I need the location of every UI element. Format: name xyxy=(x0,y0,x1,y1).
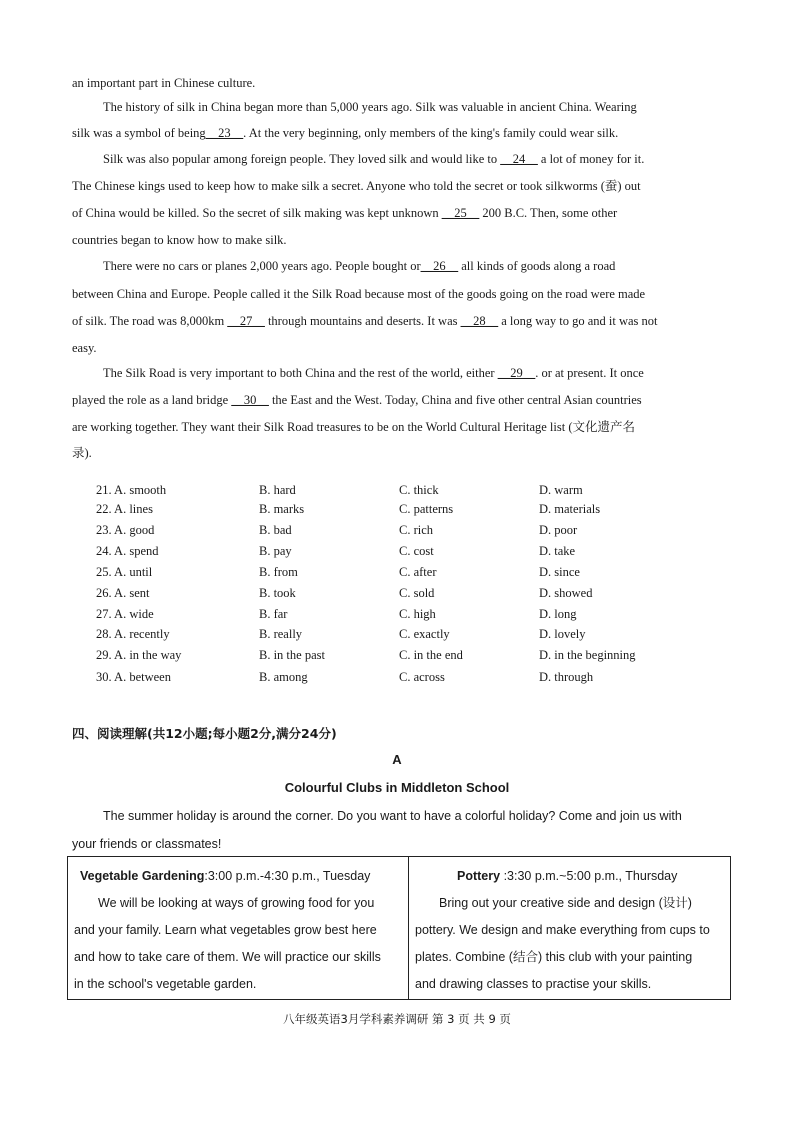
club-vegetable-gardening: Vegetable Gardening:3:00 p.m.-4:30 p.m., Tuesday We will be looking at ways of growing food for you and your family. Learn what vegetables grow best here and how to take care of them. We will practice our skills in the school's vegetable garden. xyxy=(74,869,381,991)
passage-line: 录). xyxy=(72,446,92,460)
blank-29: __29__ xyxy=(497,366,536,380)
question-row: 30. A. between B. among C. across D. through xyxy=(96,670,594,684)
question-row: 28. A. recently B. really C. exactly D. lovely xyxy=(96,627,586,641)
club-time: :3:00 p.m.-4:30 p.m., Tuesday xyxy=(204,869,371,883)
blank-27: __27__ xyxy=(227,314,265,328)
club-pottery: Pottery :3:30 p.m.~5:00 p.m., Thursday Bring out your creative side and design (设计) pottery. We design and make everything from cups to plates. Combine (结合) this club with your painting and drawing classes to practise your skills. xyxy=(415,869,710,991)
club-time: :3:30 p.m.~5:00 p.m., Thursday xyxy=(503,869,678,883)
intro-line: The summer holiday is around the corner. Do you want to have a colorful holiday? Come and join us with xyxy=(103,809,682,823)
passage-line: countries began to know how to make silk. xyxy=(72,233,287,247)
blank-23: __23__ xyxy=(205,126,244,140)
passage-line: of China would be killed. So the secret of silk making was kept unknown __25__ 200 B.C. Then, some other xyxy=(72,206,618,220)
passage-line: Silk was also popular among foreign people. They loved silk and would like to __24__ a lot of money for it. xyxy=(103,152,645,166)
blank-26: __26__ xyxy=(420,259,459,273)
passage-line: There were no cars or planes 2,000 years ago. People bought or__26__ all kinds of goods along a road xyxy=(103,259,616,273)
intro-line: your friends or classmates! xyxy=(72,837,222,851)
question-row: 24. A. spend B. pay C. cost D. take xyxy=(96,544,576,558)
question-row: 27. A. wide B. far C. high D. long xyxy=(96,607,577,621)
blank-30: __30__ xyxy=(231,393,269,407)
blank-25: __25__ xyxy=(441,206,480,220)
passage-line: are working together. They want their Silk Road treasures to be on the World Cultural Heritage list (文化遗产名 xyxy=(72,420,635,434)
clubs-table xyxy=(67,856,731,1000)
club-title: Vegetable Gardening xyxy=(80,869,205,883)
passage-line: The Chinese kings used to keep how to make silk a secret. Anyone who told the secret or took silkworms (蚕) out xyxy=(72,179,641,193)
passage-line: The history of silk in China began more than 5,000 years ago. Silk was valuable in ancient China. Wearing xyxy=(103,100,637,114)
passage-letter: A xyxy=(392,752,402,767)
passage-line: The Silk Road is very important to both China and the rest of the world, either __29__. or at present. It once xyxy=(103,366,644,380)
passage-line: an important part in Chinese culture. xyxy=(72,76,256,90)
passage-line: easy. xyxy=(72,341,97,355)
passage-line: played the role as a land bridge __30__ the East and the West. Today, China and five other central Asian countries xyxy=(72,393,642,407)
blank-28: __28__ xyxy=(460,314,499,328)
passage-line: silk was a symbol of being__23__. At the very beginning, only members of the king's family could wear silk. xyxy=(72,126,619,140)
question-row: 25. A. until B. from C. after D. since xyxy=(96,565,580,579)
question-row: 26. A. sent B. took C. sold D. showed xyxy=(96,586,593,600)
passage-line: of silk. The road was 8,000km __27__ through mountains and deserts. It was __28__ a long way to go and it was not xyxy=(72,314,658,328)
club-title: Pottery xyxy=(457,869,501,883)
passage-line: between China and Europe. People called it the Silk Road because most of the goods going on the road were made xyxy=(72,287,646,301)
passage-title: Colourful Clubs in Middleton School xyxy=(284,780,510,795)
blank-24: __24__ xyxy=(500,152,538,166)
question-row: 23. A. good B. bad C. rich D. poor xyxy=(96,523,578,537)
page-footer: 八年级英语3月学科素养调研 第 3 页 共 9 页 xyxy=(283,1012,511,1026)
question-row: 22. A. lines B. marks C. patterns D. materials xyxy=(96,502,601,516)
question-row: 29. A. in the way B. in the past C. in the end D. in the beginning xyxy=(96,648,636,662)
section-heading: 四、阅读理解(共12小题;每小题2分,满分24分) xyxy=(72,726,337,741)
question-row: 21. A. smooth B. hard C. thick D. warm xyxy=(96,483,583,497)
